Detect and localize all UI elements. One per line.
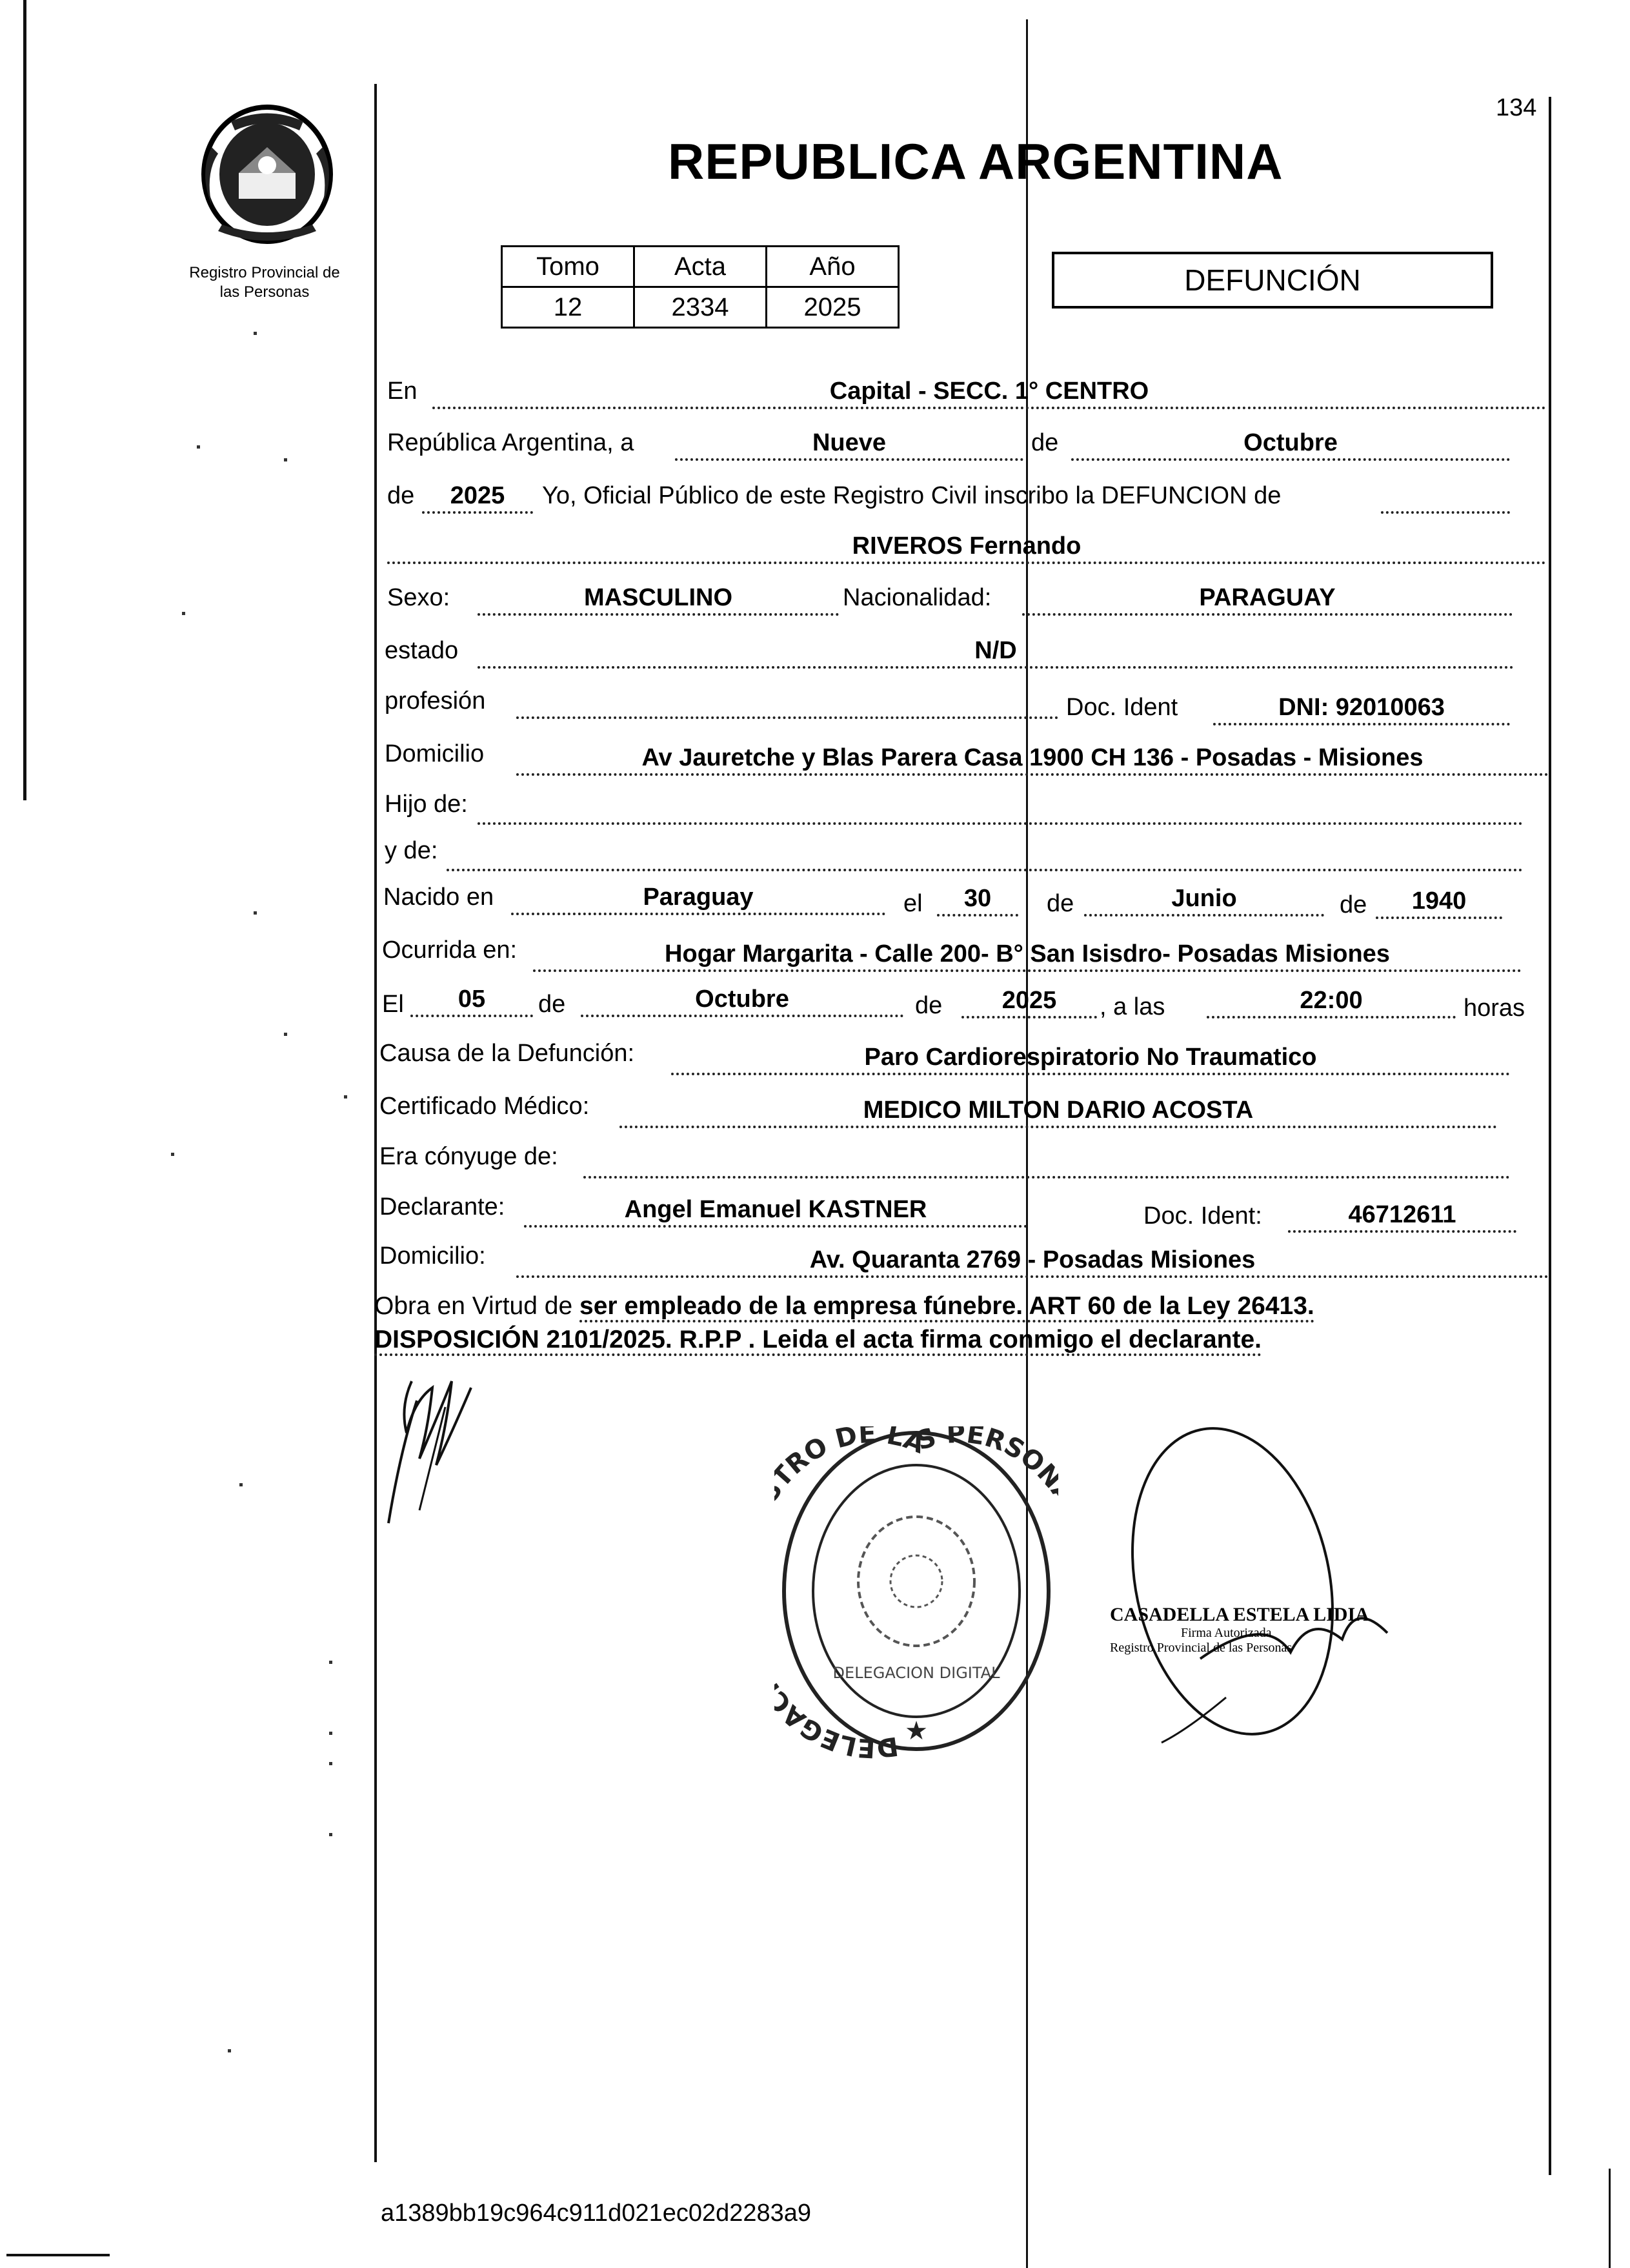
declarante-doc-field: 46712611 <box>1288 1200 1516 1233</box>
document-hash: a1389bb19c964c911d021ec02d2283a9 <box>381 2200 812 2227</box>
birth-el-label: el <box>903 890 923 917</box>
death-year-field: 2025 <box>961 986 1097 1018</box>
provincial-logo <box>192 102 342 245</box>
doc-ident-label: Doc. Ident <box>1066 694 1178 721</box>
hijo-field <box>478 793 1523 825</box>
y-de-label: y de: <box>385 837 438 864</box>
registry-header-ano: Año <box>767 247 899 287</box>
logo-caption: Registro Provincial de las Personas <box>189 264 340 301</box>
republica-label: República Argentina, a <box>387 429 634 456</box>
a-las-label: , a las <box>1100 993 1165 1020</box>
declarante-label: Declarante: <box>379 1193 505 1220</box>
hijo-label: Hijo de: <box>385 791 468 818</box>
year-field: 2025 <box>422 481 533 514</box>
day-field: Nueve <box>675 429 1023 461</box>
registry-stamp <box>774 1426 1058 1762</box>
official-signature-line2: Registro Provincial de las Personas <box>1110 1641 1293 1655</box>
stamp-ring-text: DELEGA RO DE LAS PERSO <box>777 1426 1051 1762</box>
birth-de-label-1: de <box>1047 890 1074 917</box>
causa-label: Causa de la Defunción: <box>379 1040 635 1067</box>
ocurrida-field: Hogar Margarita - Calle 200- B° San Isisdro- Posadas Misiones <box>533 940 1522 972</box>
registry-header-row <box>502 247 899 287</box>
obra-prefix: Obra en Virtud de <box>374 1292 573 1320</box>
en-label: En <box>387 378 418 405</box>
registry-header-acta: Acta <box>634 247 767 287</box>
svg-text:★: ★ <box>905 1716 928 1746</box>
domicilio-field: Av Jauretche y Blas Parera Casa 1900 CH 136 - Posadas - Misiones <box>516 744 1549 776</box>
declarante-domicilio-field: Av. Quaranta 2769 - Posadas Misiones <box>516 1246 1549 1278</box>
document-title: REPUBLICA ARGENTINA <box>668 133 1283 190</box>
birth-year-field: 1940 <box>1376 887 1502 919</box>
death-time-field: 22:00 <box>1207 986 1456 1018</box>
en-field: Capital - SECC. 1° CENTRO <box>432 377 1546 409</box>
estado-field: N/D <box>478 636 1514 669</box>
official-signature-scribble <box>1097 1420 1433 1756</box>
sexo-label: Sexo: <box>387 584 450 611</box>
year-prefix: de <box>387 482 415 509</box>
ocurrida-label: Ocurrida en: <box>382 937 518 964</box>
profesion-label: profesión <box>385 687 486 714</box>
scan-specks <box>0 0 387 2268</box>
oficial-trailing-field <box>1381 481 1510 514</box>
registry-table <box>501 245 900 329</box>
y-de-field <box>447 839 1523 871</box>
obra-line2: DISPOSICIÓN 2101/2025. R.P.P . Leida el acta firma conmigo el declarante. <box>374 1326 1262 1356</box>
deceased-name-field: RIVEROS Fernando <box>387 532 1546 564</box>
obra-text: ser empleado de la empresa fúnebre. ART 60 de la Ley 26413. <box>579 1292 1314 1322</box>
death-de-label-1: de <box>538 991 566 1018</box>
de-label: de <box>1031 429 1059 456</box>
stamp-inner-text: DELEGACION DIGITAL <box>832 1664 1000 1682</box>
declarante-field: Angel Emanuel KASTNER <box>524 1195 1027 1228</box>
registry-tomo: 12 <box>502 287 634 328</box>
declarante-domicilio-label: Domicilio: <box>379 1242 486 1270</box>
death-day-field: 05 <box>410 985 533 1017</box>
doc-ident-field: DNI: 92010063 <box>1213 693 1510 725</box>
declarante-doc-label: Doc. Ident: <box>1143 1202 1262 1230</box>
oficial-text: Yo, Oficial Público de este Registro Civil inscribo la DEFUNCION de <box>542 482 1282 509</box>
estado-label: estado <box>385 637 459 664</box>
official-signature-line1: Firma Autorizada <box>1181 1626 1272 1640</box>
form-right-border <box>1549 97 1551 2175</box>
death-el-label: El <box>382 991 404 1018</box>
document-type: DEFUNCIÓN <box>1052 252 1493 309</box>
declarant-signature <box>374 1362 503 1530</box>
month-field: Octubre <box>1071 429 1510 461</box>
nacionalidad-field: PARAGUAY <box>1022 583 1513 616</box>
registry-header-tomo: Tomo <box>502 247 634 287</box>
birth-day-field: 30 <box>937 884 1018 916</box>
horas-label: horas <box>1464 995 1525 1022</box>
death-month-field: Octubre <box>581 985 903 1017</box>
birth-de-label-2: de <box>1340 891 1367 918</box>
causa-field: Paro Cardiorespiratorio No Traumatico <box>671 1043 1510 1075</box>
page-number: 134 <box>1496 94 1537 121</box>
fold-line <box>1026 19 1028 2268</box>
certificado-field: MEDICO MILTON DARIO ACOSTA <box>619 1096 1497 1128</box>
sexo-field: MASCULINO <box>478 583 839 616</box>
profesion-field <box>516 687 1058 719</box>
official-signature-name: CASADELLA ESTELA LIDIA <box>1110 1604 1369 1625</box>
domicilio-label: Domicilio <box>385 740 485 767</box>
birth-month-field: Junio <box>1084 884 1324 916</box>
death-de-label-2: de <box>915 992 943 1019</box>
corner-mark <box>1609 2169 1611 2268</box>
registry-value-row <box>502 287 899 328</box>
obra-paragraph <box>374 1290 1536 1357</box>
registry-acta: 2334 <box>634 287 767 328</box>
registry-ano: 2025 <box>767 287 899 328</box>
nacido-field: Paraguay <box>511 883 885 915</box>
svg-text:DELEGACIÓN DEL REGISTRO DE LAS <box>774 1426 1058 1762</box>
certificado-label: Certificado Médico: <box>379 1093 590 1120</box>
conyuge-field <box>583 1146 1510 1179</box>
nacionalidad-label: Nacionalidad: <box>843 584 992 611</box>
conyuge-label: Era cónyuge de: <box>379 1143 558 1170</box>
nacido-label: Nacido en <box>383 884 494 911</box>
official-signature-block <box>1110 1604 1394 1655</box>
